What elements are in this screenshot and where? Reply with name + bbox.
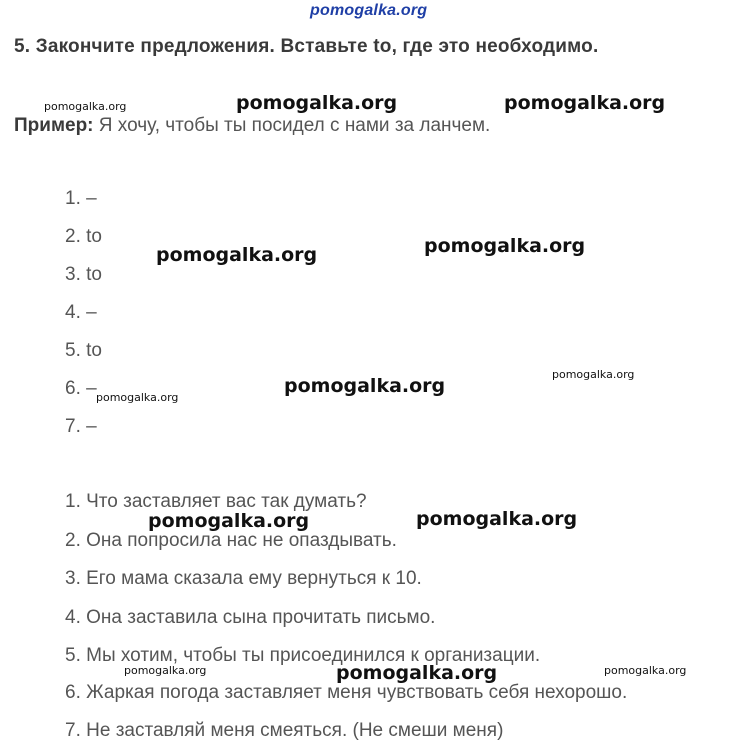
translation-item: 3. Его мама сказала ему вернуться к 10.: [65, 568, 422, 589]
answer-item: 2. to: [65, 226, 102, 247]
watermark: pomogalka.org: [416, 508, 578, 530]
watermark: pomogalka.org: [148, 510, 310, 532]
watermark: pomogalka.org: [96, 391, 179, 404]
example-sentence: [14, 115, 490, 137]
watermark: pomogalka.org: [124, 664, 207, 677]
watermark: pomogalka.org: [284, 375, 446, 397]
site-logo: pomogalka.org: [310, 2, 428, 19]
watermark: pomogalka.org: [336, 662, 498, 684]
answer-item: 5. to: [65, 340, 102, 361]
answer-item: 4. –: [65, 302, 97, 323]
watermark: pomogalka.org: [604, 664, 687, 677]
translation-item: 2. Она попросила нас не опаздывать.: [65, 530, 397, 551]
translation-item: 1. Что заставляет вас так думать?: [65, 491, 367, 512]
watermark: pomogalka.org: [504, 92, 666, 114]
example-label: Пример:: [14, 115, 94, 136]
watermark: pomogalka.org: [156, 244, 318, 266]
answer-item: 6. –: [65, 378, 97, 399]
watermark: pomogalka.org: [552, 368, 635, 381]
example-text: Я хочу, чтобы ты посидел с нами за ланчем.: [93, 115, 491, 136]
translation-item: 4. Она заставила сына прочитать письмо.: [65, 607, 436, 628]
watermark: pomogalka.org: [44, 100, 127, 113]
answer-item: 7. –: [65, 416, 97, 437]
translation-item: 6. Жаркая погода заставляет меня чувствовать себя нехорошо.: [65, 682, 628, 703]
answer-item: 1. –: [65, 188, 97, 209]
task-title: 5. Закончите предложения. Вставьте to, где это необходимо.: [14, 36, 599, 57]
watermark: pomogalka.org: [236, 92, 398, 114]
watermark: pomogalka.org: [424, 235, 586, 257]
translation-item: 5. Мы хотим, чтобы ты присоединился к организации.: [65, 645, 541, 666]
answer-item: 3. to: [65, 264, 102, 285]
translation-item: 7. Не заставляй меня смеяться. (Не смеши меня): [65, 720, 504, 741]
